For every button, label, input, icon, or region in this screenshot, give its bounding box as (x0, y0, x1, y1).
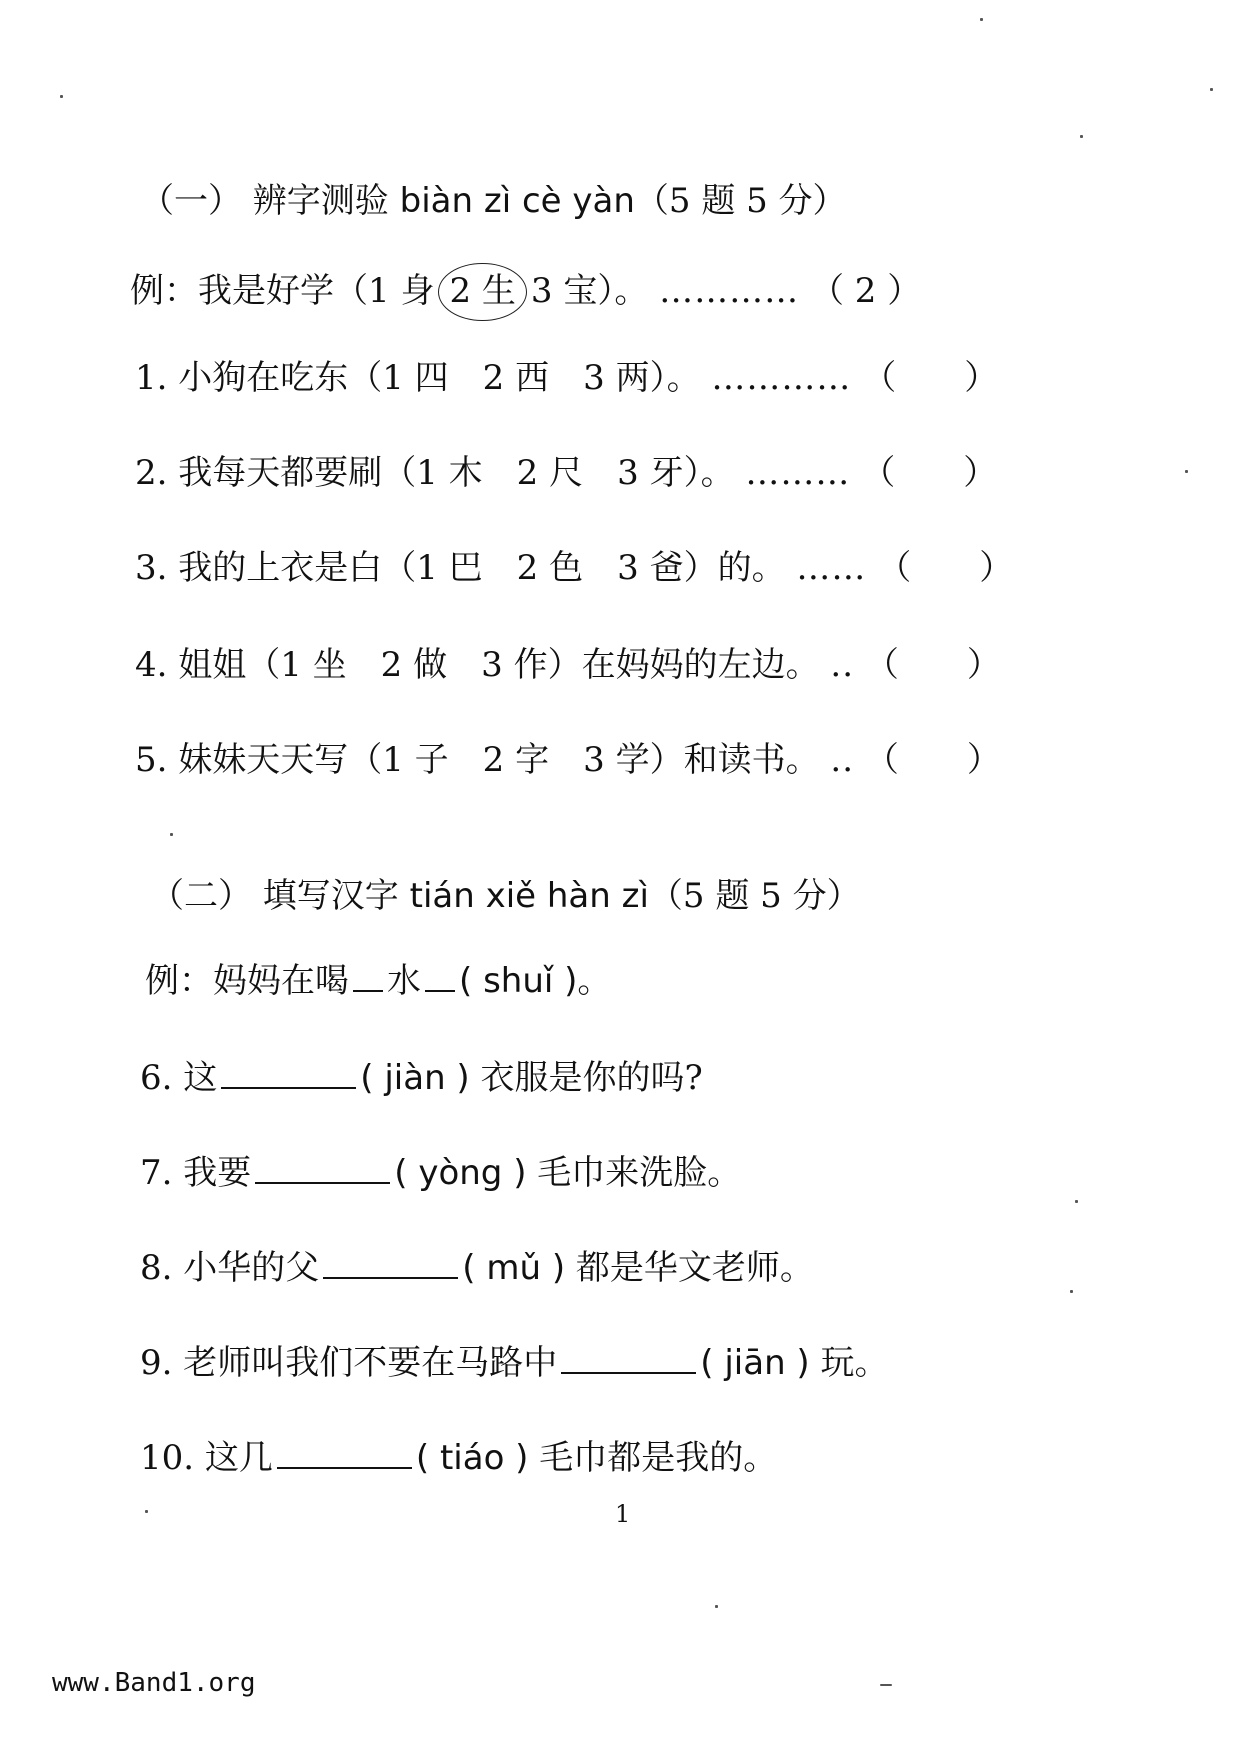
footer-url: www.Band1.org (52, 1668, 256, 1698)
question-pinyin: ( jiān ) (700, 1343, 810, 1383)
answer-box[interactable]: （ ） (861, 453, 998, 493)
question-dots: .. (830, 740, 855, 780)
question-number: 10. (140, 1438, 195, 1478)
question-after: 玩。 (820, 1343, 889, 1383)
question-after: 毛巾都是我的。 (539, 1438, 778, 1478)
question-3 (135, 545, 1013, 591)
question-text: 1. 小狗在吃东（1 四 2 西 3 两）。 (135, 358, 701, 398)
question-before: 小华的父 (183, 1248, 320, 1288)
page-number: 1 (615, 1500, 631, 1528)
question-dots: .. (830, 645, 855, 685)
blank-line (425, 960, 455, 992)
section2-title-cn: （二） 填写汉字 (150, 876, 399, 916)
question-7 (140, 1150, 741, 1196)
question-pinyin: ( tiáo ) (415, 1438, 529, 1478)
section2-title (150, 873, 861, 919)
section1-title-pinyin: biàn zì cè yàn (399, 181, 635, 221)
scan-speck (1185, 470, 1188, 473)
question-before: 老师叫我们不要在马路中 (183, 1343, 558, 1383)
scan-speck (715, 1605, 718, 1608)
section1-title (140, 178, 847, 224)
example-rest: 3 宝）。 (530, 271, 649, 311)
question-after: 都是华文老师。 (575, 1248, 814, 1288)
scan-speck (980, 18, 983, 21)
question-number: 7. (140, 1153, 173, 1193)
example-label: 例：我是好学（1 身 (130, 271, 435, 311)
question-dots: …… (796, 548, 867, 588)
question-pinyin: ( jiàn ) (360, 1058, 470, 1098)
section2-example (145, 958, 611, 1004)
answer-blank[interactable] (323, 1247, 458, 1279)
question-pinyin: ( yòng ) (394, 1153, 527, 1193)
question-5 (135, 737, 1001, 783)
example-pinyin: ( shuǐ )。 (459, 961, 612, 1001)
scan-speck (145, 1510, 148, 1513)
question-10 (140, 1435, 777, 1481)
question-pinyin: ( mǔ ) (462, 1248, 566, 1288)
section1-title-score: （5 题 5 分） (634, 181, 847, 221)
answer-box[interactable]: （ ） (864, 645, 1001, 685)
question-dots: ……… (745, 453, 851, 493)
example-circled-answer: 2 生 (438, 263, 526, 321)
scan-speck (1070, 1290, 1073, 1293)
section1-title-cn: （一） 辨字测验 (140, 181, 389, 221)
section2-title-score: （5 题 5 分） (648, 876, 861, 916)
answer-blank[interactable] (561, 1342, 696, 1374)
answer-blank[interactable] (221, 1057, 356, 1089)
question-before: 这几 (204, 1438, 273, 1478)
answer-box[interactable]: （ ） (877, 548, 1014, 588)
answer-box[interactable]: （ ） (862, 358, 999, 398)
scan-speck (1080, 135, 1083, 138)
question-number: 8. (140, 1248, 173, 1288)
answer-blank[interactable] (255, 1152, 390, 1184)
scan-speck (1210, 88, 1213, 91)
question-text: 5. 妹妹天天写（1 子 2 字 3 学）和读书。 (135, 740, 820, 780)
question-8 (140, 1245, 814, 1291)
section1-example (130, 263, 921, 321)
question-4 (135, 642, 1001, 688)
example-dots: ………… (659, 271, 800, 311)
question-before: 我要 (183, 1153, 252, 1193)
question-number: 6. (140, 1058, 173, 1098)
question-before: 这 (183, 1058, 218, 1098)
blank-line (353, 960, 383, 992)
example-before: 例：妈妈在喝 (145, 961, 349, 1001)
question-after: 毛巾来洗脸。 (537, 1153, 742, 1193)
question-dots: ………… (711, 358, 852, 398)
example-answer: （ 2 ） (809, 271, 922, 311)
scan-speck (1075, 1200, 1078, 1203)
question-2 (135, 450, 997, 496)
question-after: 衣服是你的吗? (480, 1058, 703, 1098)
scan-speck (60, 95, 63, 98)
section2-title-pinyin: tián xiě hàn zì (409, 876, 649, 916)
question-9 (140, 1340, 889, 1386)
example-answer: 水 (387, 961, 421, 1001)
question-text: 3. 我的上衣是白（1 巴 2 色 3 爸）的。 (135, 548, 786, 588)
scan-speck (880, 1684, 892, 1686)
question-text: 4. 姐姐（1 坐 2 做 3 作）在妈妈的左边。 (135, 645, 820, 685)
answer-blank[interactable] (277, 1437, 412, 1469)
question-number: 9. (140, 1343, 173, 1383)
scan-speck (170, 833, 173, 836)
answer-box[interactable]: （ ） (864, 740, 1001, 780)
question-6 (140, 1055, 703, 1101)
question-text: 2. 我每天都要刷（1 木 2 尺 3 牙）。 (135, 453, 735, 493)
question-1 (135, 355, 998, 401)
